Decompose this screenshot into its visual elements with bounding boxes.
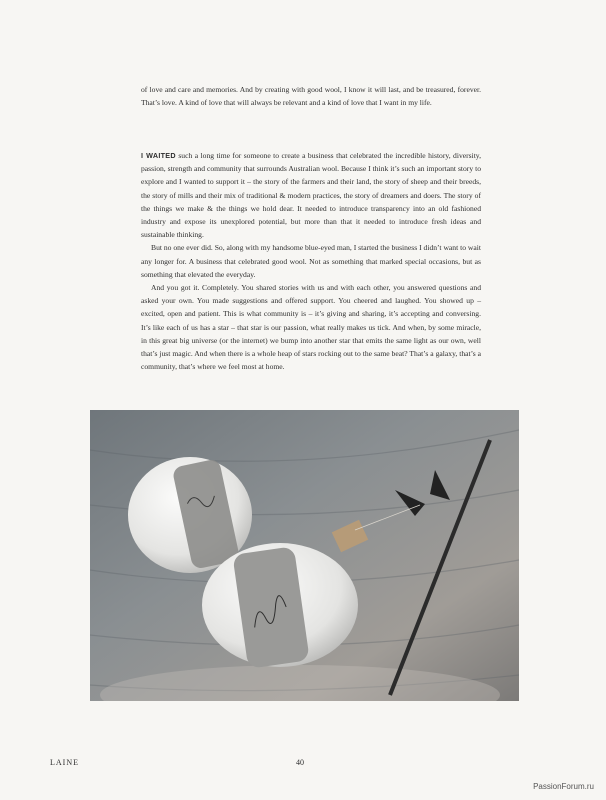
page-number: 40 xyxy=(296,758,304,767)
paragraph-2-text: such a long time for someone to create a business that celebrated the incredible history, diversity, passion, strength and community that surrounds Australian wool. Because I think it’s such an important story to explore and I wanted to support it – the story of the farmers and their land, the story of sheep and their breeds, the story of mills and their mix of traditional & modern practices, the story of dreamers and doers. The story of the things we make & the things we hold dear. It needed to introduce transparency into an old fashioned industry and expose its unexplored potential, but more than that it needed to introduce fresh ideas and sustainable thinking. xyxy=(141,151,482,240)
yarn-photo xyxy=(90,410,519,701)
magazine-name: LAINE xyxy=(50,758,79,767)
watermark: PassionForum.ru xyxy=(533,782,594,791)
paragraph-3: But no one ever did. So, along with my handsome blue-eyed man, I started the business I didn’t want to wait any longer for. A business that celebrated good wool. Not as something that marked special occasions, but as something that elevated the everyday. xyxy=(141,243,481,279)
paragraph-4: And you got it. Completely. You shared stories with us and with each other, you answered questions and asked your own. You made suggestions and offered support. You cheered and laughed. You showed up – excited, open and patient. This is what community is – it’s giving and sharing, it’s accepting and conversing. It’s like each of us has a star – that star is our passion, what really makes us tick. And when, by some miracle, in this great big universe (or the internet) we bump into another star that emits the same light as our own, well that’s just magic. And when there is a whole heap of stars rocking out to the same beat? That’s a galaxy, that’s a community, that’s where we feel most at home. xyxy=(141,283,481,372)
paragraph-1: of love and care and memories. And by creating with good wool, I know it will last, and be treasured, forever. That’s love. A kind of love that will always be relevant and a kind of love that I want in my life. xyxy=(141,85,481,108)
paragraph-lead: I WAITED xyxy=(141,151,176,160)
paragraph-2 xyxy=(141,149,481,241)
article-body xyxy=(141,149,481,373)
